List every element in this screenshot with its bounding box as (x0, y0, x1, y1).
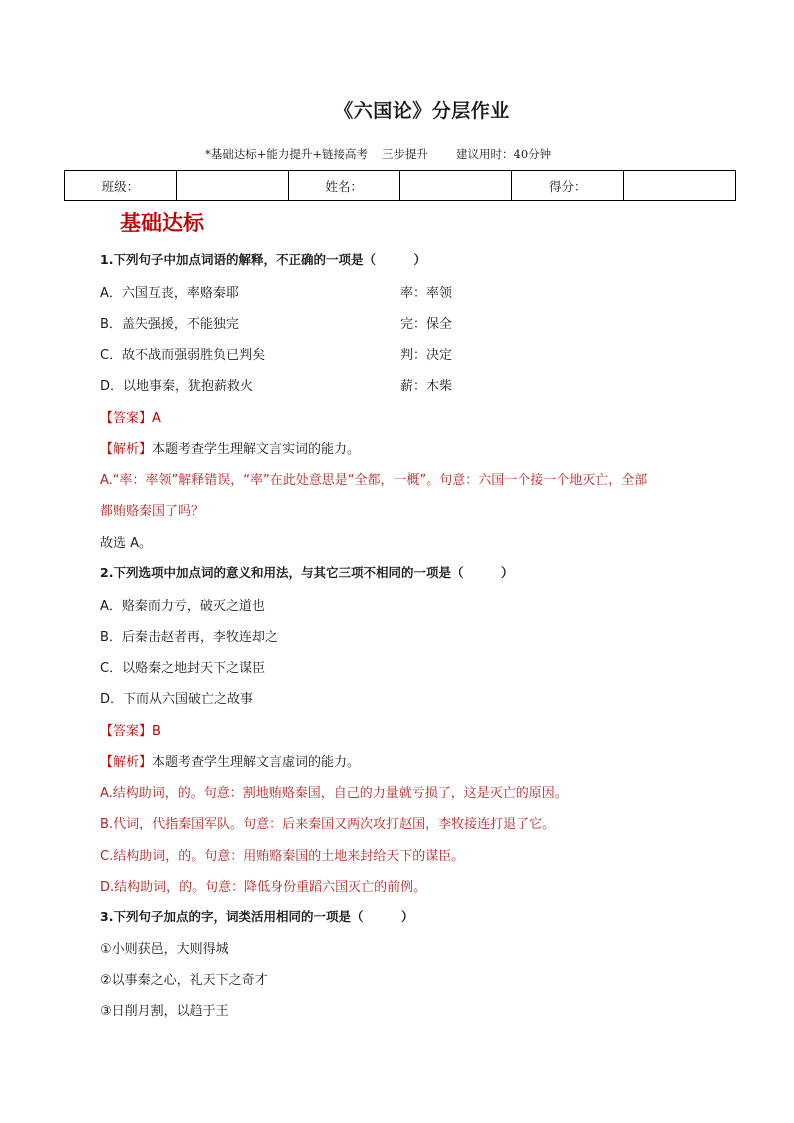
q2-explain-d-text: 结构助词，的。句意：降低身份重蹈六国灭亡的前例。 (114, 880, 427, 895)
q1-gloss-b: 完：保全 (400, 317, 453, 332)
q2-explain-c-letter: C. (100, 849, 114, 864)
q1-answer-value: A (152, 411, 161, 426)
q2-explain-b (100, 813, 555, 832)
q2-answer-value: B (152, 724, 161, 739)
q1-analysis-tag: 【解析】 (100, 442, 153, 457)
q1-option-d: D．以地事秦，犹抱薪救火 (100, 379, 254, 394)
q1-option-c: C．故不战而强弱胜负已判矣 (100, 348, 266, 363)
q2-answer (100, 720, 161, 739)
q2-option-a: A．赂秦而力亏，破灭之道也 (100, 599, 265, 614)
name-label: 姓名： (288, 171, 400, 201)
q1-explain-line-1: A.“率：率领”解释错误，“率”在此处意思是“全都，一概”。句意：六国一个接一个地灭亡，全部 (100, 473, 648, 488)
q1-gloss-a: 率：率领 (400, 286, 453, 301)
q2-explain-a-letter: A. (100, 786, 113, 801)
q3-stem: 3.下列句子加点的字，词类活用相同的一项是（ ） (100, 909, 414, 924)
q2-analysis-text: 本题考查学生理解文言虚词的能力。 (152, 755, 361, 770)
q1-option-a: A．六国互丧，率赂秦耶 (100, 286, 239, 301)
q2-explain-b-letter: B. (100, 817, 114, 832)
q3-item-3: ③日削月割，以趋于王 (100, 1004, 229, 1019)
q2-explain-d (100, 876, 426, 895)
q2-explain-d-letter: D. (100, 880, 115, 895)
q2-explain-a-text: 结构助词，的。句意：割地贿赂秦国，自己的力量就亏损了，这是灭亡的原因。 (112, 786, 568, 801)
subtitle-steps: *基础达标+能力提升+链接高考 (205, 147, 369, 161)
score-label: 得分： (512, 171, 624, 201)
q1-option-b: B．盖失强援，不能独完 (100, 317, 239, 332)
page-subtitle (205, 146, 551, 162)
name-field[interactable] (400, 171, 512, 201)
q1-answer-tag: 【答案】 (100, 411, 153, 426)
page-title: 《六国论》分层作业 (334, 100, 510, 122)
q1-analysis-text: 本题考查学生理解文言实词的能力。 (152, 442, 361, 457)
score-field[interactable] (624, 171, 736, 201)
q3-item-2: ②以事秦之心，礼天下之奇才 (100, 973, 268, 988)
q1-conclusion: 故选 A。 (100, 536, 153, 551)
section-title: 基础达标 (120, 211, 204, 235)
q3-item-1: ①小则获邑，大则得城 (100, 942, 229, 957)
q2-answer-tag: 【答案】 (100, 724, 153, 739)
q2-option-b: B．后秦击赵者再，李牧连却之 (100, 630, 278, 645)
q1-stem: 1.下列句子中加点词语的解释，不正确的一项是（ ） (100, 252, 426, 267)
q2-explain-a (100, 782, 568, 801)
subtitle-mid: 三步提升 (382, 147, 429, 161)
q2-option-d: D．下而从六国破亡之故事 (100, 692, 254, 707)
q2-analysis-tag: 【解析】 (100, 755, 153, 770)
class-label: 班级： (65, 171, 177, 201)
q1-analysis (100, 438, 360, 457)
q1-gloss-d: 薪：木柴 (400, 379, 453, 394)
q1-gloss-c: 判：决定 (400, 348, 453, 363)
q1-answer (100, 407, 161, 426)
student-info-table (64, 170, 736, 201)
q2-explain-c (100, 845, 464, 864)
q2-explain-c-text: 结构助词，的。句意：用贿赂秦国的土地来封给天下的谋臣。 (113, 849, 465, 864)
subtitle-time: 建议用时：40分钟 (456, 147, 552, 161)
q2-explain-b-text: 代词，代指秦国军队。句意：后来秦国又两次攻打赵国，李牧接连打退了它。 (113, 817, 556, 832)
q2-option-c: C．以赂秦之地封天下之谋臣 (100, 661, 266, 676)
q2-stem: 2.下列选项中加点词的意义和用法，与其它三项不相同的一项是（ ） (100, 565, 514, 580)
class-field[interactable] (176, 171, 288, 201)
q2-analysis (100, 751, 360, 770)
q1-explain-line-2: 都贿赂秦国了吗？ (100, 504, 205, 519)
